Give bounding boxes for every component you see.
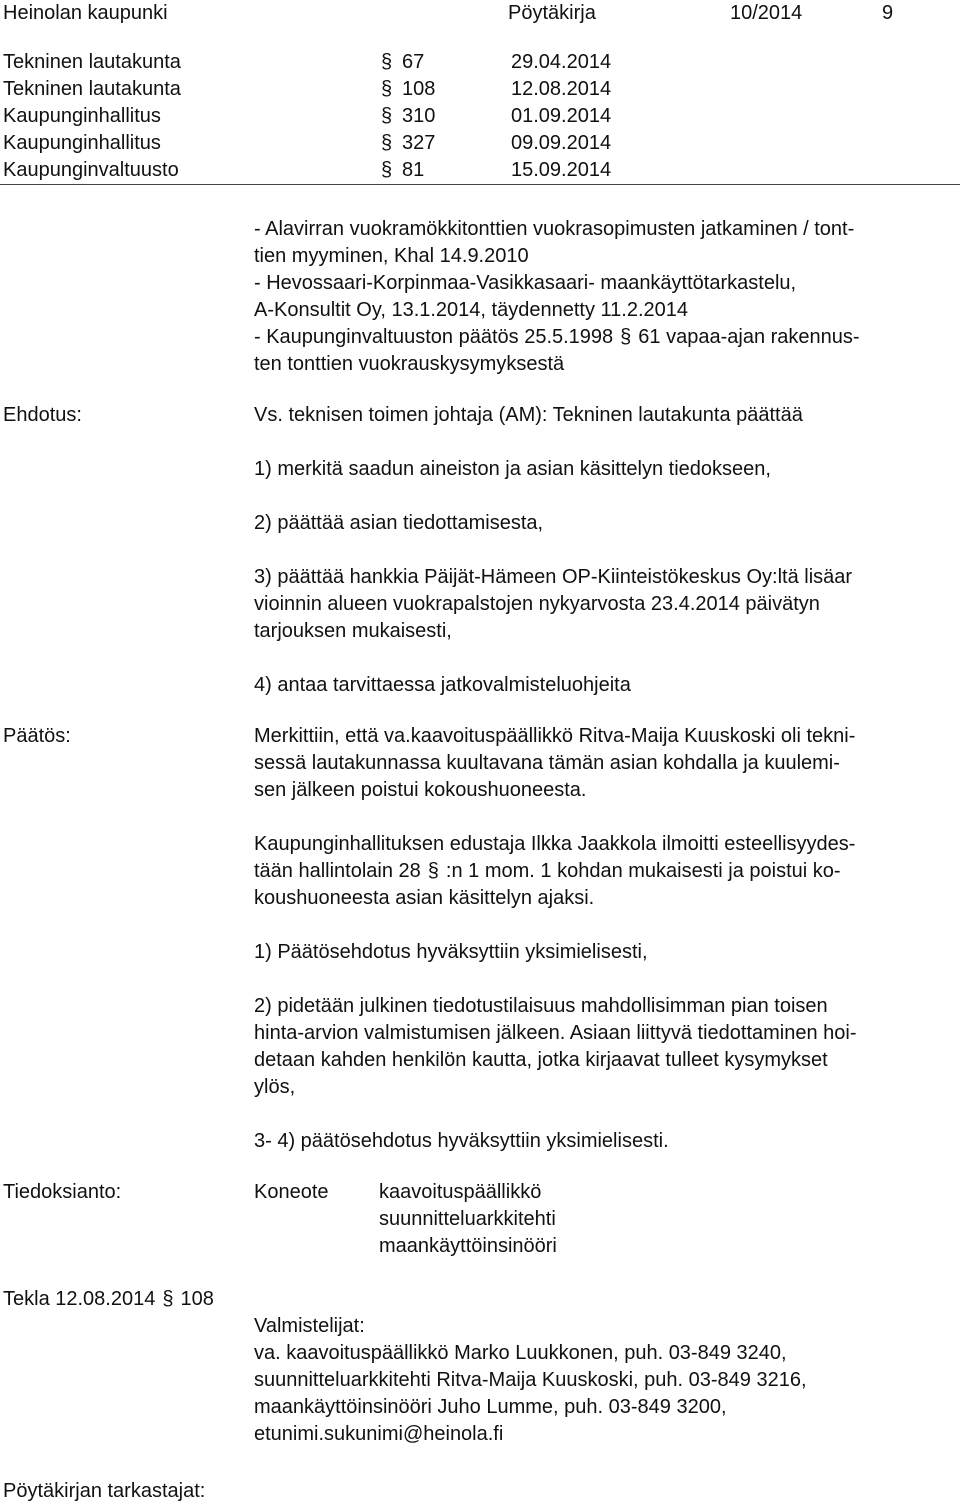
section-sign-icon: § [381, 159, 393, 181]
history-body: Kaupunginhallitus [3, 105, 161, 127]
decision-text: tään hallintolain 28 [254, 860, 421, 882]
history-row [3, 130, 703, 157]
decision-paragraph: Merkittiin, että va.kaavoituspäällikkö Ritva-Maija Kuuskoski oli tekni- sessä lautakunnassa kuultavana tämän asian kohdalla ja kuulemi- sen jälkeen poistui kokoushuoneesta. [254, 725, 856, 801]
decision-label: Päätös: [3, 725, 71, 747]
history-date: 29.04.2014 [511, 51, 612, 73]
background-line: - Alavirran vuokramökkitonttien vuokrasopimusten jatkaminen / tont- [254, 218, 855, 240]
background-line-text: 61 vapaa-ajan rakennus- [638, 326, 860, 348]
history-row [3, 157, 703, 184]
proposal-item: 2) päättää asian tiedottamisesta, [254, 512, 544, 534]
background-line: ten tonttien vuokrauskysymyksestä [254, 353, 565, 375]
section-sign-icon: § [162, 1288, 174, 1310]
proposal-label: Ehdotus: [3, 404, 82, 426]
document-type: Pöytäkirja [508, 2, 596, 24]
history-number: 67 [402, 51, 425, 73]
history-row [3, 76, 703, 103]
meeting-reference [3, 1286, 214, 1313]
history-number: 327 [402, 132, 436, 154]
minutes-checkers-label: Pöytäkirjan tarkastajat: [3, 1480, 206, 1502]
notification-recipient: suunnitteluarkkitehti [379, 1208, 556, 1230]
history-row [3, 49, 703, 76]
history-body: Tekninen lautakunta [3, 51, 181, 73]
history-date: 01.09.2014 [511, 105, 612, 127]
notification-group: Koneote [254, 1181, 329, 1203]
section-sign-icon: § [620, 326, 632, 348]
proposal-item: 3) päättää hankkia Päijät-Hämeen OP-Kiinteistökeskus Oy:ltä lisäar vioinnin alueen vuokrapalstojen nykyarvosta 23.4.2014 päivätyn tarjouksen mukaisesti, [254, 566, 853, 642]
background-line: - Hevossaari-Korpinmaa-Vasikkasaari- maankäyttötarkastelu, [254, 272, 797, 294]
history-body: Kaupunginhallitus [3, 132, 161, 154]
proposal-item: 1) merkitä saadun aineiston ja asian käsittelyn tiedokseen, [254, 458, 771, 480]
background-line: A-Konsultit Oy, 13.1.2014, täydennetty 11.2.2014 [254, 299, 688, 321]
preparers-label: Valmistelijat: [254, 1315, 365, 1337]
decision-text: :n 1 mom. 1 kohdan mukaisesti ja poistui ko- [445, 860, 841, 882]
history-number: 81 [402, 159, 425, 181]
notification-recipient: maankäyttöinsinööri [379, 1235, 557, 1257]
section-sign-icon: § [381, 51, 393, 73]
background-line: tien myyminen, Khal 14.9.2010 [254, 245, 529, 267]
notification-recipient: kaavoituspäällikkö [379, 1181, 542, 1203]
section-sign-icon: § [381, 105, 393, 127]
decision-paragraph: 1) Päätösehdotus hyväksyttiin yksimielisesti, [254, 941, 648, 963]
preparers-list: va. kaavoituspäällikkö Marko Luukkonen, puh. 03-849 3240, suunnitteluarkkitehti Ritva-Maija Kuuskoski, puh. 03-849 3216, maankäyttöinsinööri Juho Lumme, puh. 03-849 3200, etunimi.sukunimi@heinola.fi [254, 1342, 807, 1445]
decision-paragraph [254, 858, 841, 885]
section-sign-icon: § [381, 132, 393, 154]
background-line-text: - Kaupunginvaltuuston päätös 25.5.1998 [254, 326, 614, 348]
history-date: 12.08.2014 [511, 78, 612, 100]
history-date: 15.09.2014 [511, 159, 612, 181]
reference-number: 108 [180, 1288, 214, 1310]
document-number: 10/2014 [730, 2, 803, 24]
decision-paragraph: 2) pidetään julkinen tiedotustilaisuus mahdollisimman pian toisen hinta-arvion valmistumisen jälkeen. Asiaan liittyvä tiedottaminen hoi- detaan kahden henkilön kautta, jotka kirjaavat tulleet kysymykset ylös, [254, 995, 857, 1098]
notification-label: Tiedoksianto: [3, 1181, 122, 1203]
section-sign-icon: § [427, 860, 439, 882]
background-line [254, 324, 860, 351]
decision-paragraph: 3- 4) päätösehdotus hyväksyttiin yksimielisesti. [254, 1130, 669, 1152]
header-divider [0, 184, 960, 185]
municipality-name: Heinolan kaupunki [3, 2, 168, 24]
reference-text: Tekla 12.08.2014 [3, 1288, 156, 1310]
page-number: 9 [882, 2, 894, 24]
decision-paragraph: koushuoneesta asian käsittelyn ajaksi. [254, 887, 595, 909]
history-number: 108 [402, 78, 436, 100]
history-body: Tekninen lautakunta [3, 78, 181, 100]
proposal-intro: Vs. teknisen toimen johtaja (AM): Tekninen lautakunta päättää [254, 404, 803, 426]
history-row [3, 103, 703, 130]
decision-paragraph: Kaupunginhallituksen edustaja Ilkka Jaakkola ilmoitti esteellisyydes- [254, 833, 856, 855]
history-date: 09.09.2014 [511, 132, 612, 154]
history-body: Kaupunginvaltuusto [3, 159, 179, 181]
history-number: 310 [402, 105, 436, 127]
proposal-item: 4) antaa tarvittaessa jatkovalmisteluohjeita [254, 674, 631, 696]
section-sign-icon: § [381, 78, 393, 100]
